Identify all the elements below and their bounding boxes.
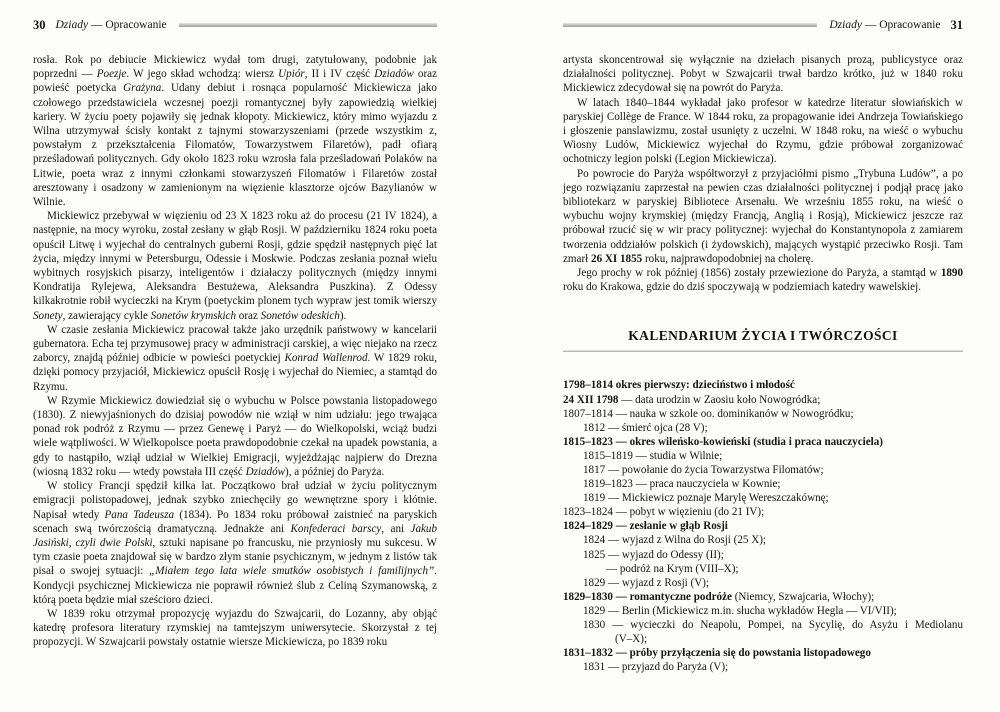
bold-text: 1815–1823 — okres wileńsko-kowieński (studia i praca nauczyciela) [563, 435, 883, 448]
text: , zawierający cykle [62, 309, 151, 322]
body-text-left [33, 53, 437, 650]
bold-text: 1829–1830 — romantyczne podróże [563, 590, 732, 603]
paragraph [33, 209, 437, 323]
bold-text: 26 XI 1855 [591, 252, 643, 265]
calendar-entry [563, 604, 963, 618]
text: roku do Krakowa, gdzie do dziś spoczywają w podziemiach katedry wawelskiej. [563, 281, 921, 294]
calendar-entry [563, 407, 963, 421]
running-title-suffix: — Opracowanie [88, 19, 167, 31]
text: 1825 — wyjazd do Odessy (II); [583, 548, 724, 561]
italic-text: „Miałem tego lata wiele smutków osobistych i familijnych” [149, 565, 435, 578]
running-title-suffix: — Opracowanie [861, 19, 941, 31]
calendar-entry [563, 421, 963, 435]
calendar-entry [563, 449, 963, 463]
text: W latach 1840–1844 wykładał jako profesor w katedrze literatur słowiańskich w paryskiej Collège de France. W 1844 roku, za propagowanie idei Andrzeja Towiańskiego i głoszenie panslawizmu, został usunięty z uczelni. W 1848 roku, na wieść o wybuchu Wiosny Ludów, Mickiewicz wyjechał do Rzymu, gdzie próbował zorganizować ochotniczy legion polski (Legion Mickiewicza). [563, 96, 963, 166]
text: oraz [236, 309, 261, 322]
calendar-entry [563, 576, 963, 590]
text: 1812 — śmierć ojca (28 V); [583, 421, 708, 434]
calendar-entry [563, 590, 963, 604]
text: Jego prochy w rok później (1856) zostały przewiezione do Paryża, a stamtąd w [577, 267, 941, 280]
calendar-entry [563, 618, 963, 632]
text: W 1839 roku otrzymał propozycję wyjazdu do Szwajcarii, do Lozanny, aby objąć katedrę profesora literatury rzymskiej na tamtejszym uniwersytecie. Skorzystał z tej propozycji. W Szwajcarii powstały ostatnie wiersze Mickiewicza, po 1839 roku [33, 607, 437, 649]
running-title-work: Dziady [55, 19, 89, 31]
text: 1807–1814 — nauka w szkole oo. dominikanów w Nowogródku; [563, 407, 854, 420]
section-heading-rule [563, 350, 963, 352]
text: 1819–1823 — praca nauczyciela w Kownie; [583, 478, 781, 491]
text: (1834). Po 1834 roku próbował zaistnieć na paryskich scenach swą twórczością dramatyczną. Jednakże ani [33, 508, 438, 535]
text: 1815–1819 — studia w Wilnie; [583, 449, 723, 462]
text: . W jego skład wchodzą: wiersz [126, 68, 279, 81]
body-text-right [563, 53, 963, 294]
text: 1829 — Berlin (Mickiewicz m.in. słucha wykładów Hegla — VI/VII); [583, 604, 897, 617]
calendar-entry [563, 463, 963, 477]
text: 1817 — powołanie do życia Towarzystwa Filomatów; [583, 464, 824, 477]
page-header-right [563, 18, 963, 32]
text: 1819 — Mickiewicz poznaje Marylę Wereszczakównę; [583, 492, 829, 505]
italic-text: Dziadów [374, 68, 414, 81]
calendar-entry [563, 533, 963, 547]
text: 1829 — wyjazd z Rosji (V); [583, 576, 710, 589]
italic-text: Konfederaci barscy [290, 522, 382, 535]
italic-text: Grażyna [123, 82, 162, 95]
bold-text: 24 XII 1798 [563, 393, 619, 406]
bold-text: 1798–1814 okres pierwszy: dzieciństwo i młodość [563, 379, 795, 392]
text: . Kondycji psychicznej Mickiewicza nie poprawił również ślub z Celiną Szymanowską, z którą poeta będzie miał sześcioro dzieci. [33, 565, 437, 606]
text: ). [339, 309, 347, 322]
running-title-left [56, 18, 167, 32]
text: W stolicy Francji spędził kilka lat. Początkowo brał udział w życiu politycznym emigracji polistopadowej, jednak szybko zniechęciły go wewnętrzne spory i kłótnie. Napisał wtedy [33, 480, 437, 521]
page-left [33, 18, 437, 650]
running-title-right [829, 18, 940, 32]
running-title-work: Dziady [829, 19, 862, 31]
bold-text: 1890 [940, 267, 963, 280]
italic-text: Sonety [33, 309, 63, 322]
italic-text: Jakub Jasiński, czyli dwie Polski [33, 522, 438, 549]
text: oraz powieść poetycka [33, 68, 437, 95]
calendar-entry [563, 393, 963, 407]
paragraph [33, 53, 437, 209]
text: 1830 — wycieczki do Neapolu, Pompei, na Sycylię, do Asyżu i Mediolanu [583, 619, 963, 632]
text: . Udany debiut i rosnąca popularność Mickiewicza jako czołowego przedstawiciela wczesnej poezji romantycznej były zapowiedzią wielkiej kariery. W życiu poety pojawiły się jednak kłopoty. Mickiewicz, który mimo wyjazdu z Wilna utrzymywał ścisły kontakt z tajnymi stowarzyszeniami (przede wszystkim z, powstałym z przekształcenia Filomatów, Towarzystwem Filaretów), padł ofiarą prześladowań politycznych. Gdy około 1823 roku wzrosła fala prześladowań Polaków na Litwie, poeta wraz z innymi członkami stowarzyszeń Filomatów i Filaretów został aresztowany i osadzony w zamienionym na więzienie klasztorze ojców Bazylianów w Wilnie. [33, 82, 437, 209]
section-heading: KALENDARIUM ŻYCIA I TWÓRCZOŚCI [628, 328, 898, 344]
paragraph [33, 323, 437, 394]
text: 1823–1824 — pobyt w więzieniu (do 21 IV); [563, 506, 765, 519]
paragraph [33, 394, 437, 479]
calendar-entry [563, 505, 963, 519]
header-rule-left [179, 23, 437, 27]
calendar-entry [563, 562, 963, 576]
page-number-left: 30 [33, 18, 46, 32]
italic-text: Upiór [278, 68, 305, 81]
calendar-entry [563, 378, 963, 392]
calendar-entry [563, 491, 963, 505]
bold-text: 1824–1829 — zesłanie w głąb Rosji [563, 520, 728, 533]
text: Mickiewicz przebywał w więzieniu od 23 X 1823 roku aż do procesu (21 IV 1824), a następnie, na mocy wyroku, został zesłany w głąb Rosji. W październiku 1824 roku poeta opuścił Litwę i wyjechał do centralnych guberni Rosji, gdzie spędził następnych pięć lat życia, między innymi w Petersburgu, Odessie i Moskwie. Podczas zesłania poznał wielu wybitnych rosyjskich pisarzy, inteligentów i działaczy politycznych (między innymi Kondratija Rylejewa, Aleksandra Bestużewa, Aleksandra Puszkina). Z Odessy kilkakrotnie robił wycieczki na Krym (poetyckim plonem tych wypraw jest tomik wierszy [33, 210, 437, 308]
paragraph [563, 96, 963, 167]
calendar-entry [563, 660, 963, 674]
text: artysta skoncentrował się wyłącznie na dziełach pisanych prozą, publicystyce oraz działalności politycznej. Pobyt w Szwajcarii trwał bardzo krótko, już w 1840 roku Mickiewicz zdecydował się na powrót do Paryża. [563, 54, 963, 95]
text: . W 1829 roku, dzięki pomocy przyjaciół, Mickiewicz opuścił Rosję i wyjechał do Niemiec, a stamtąd do Rzymu. [33, 352, 437, 393]
calendar-list [563, 378, 963, 674]
text: W Rzymie Mickiewicz dowiedział się o wybuchu w Polsce powstania listopadowego (1830). Z niewyjaśnionych do dzisiaj powodów nie wziął w nim udziału: jego trwająca ponad rok podróż z Rzymu — przez Genewę i Paryż — do Wielkopolski, wciąż budzi wiele wątpliwości. W Wielkopolsce poeta prawdopodobnie czekał na upadek powstania, a gdy to nastąpiło, wziął udział w Wielkiej Emigracji, wyjeżdżając najpierw do Drezna (wiosną 1832 roku — wtedy powstała III część [33, 394, 437, 478]
calendar-entry [563, 548, 963, 562]
text: rosła. Rok po debiucie Mickiewicz wydał tom drugi, zatytułowany, podobnie jak poprzedni — [33, 54, 437, 81]
italic-text: Dziadów [245, 465, 286, 478]
header-rule-right [563, 23, 817, 27]
italic-text: Sonetów krymskich [150, 309, 237, 322]
paragraph [563, 167, 963, 266]
section-heading-block [563, 328, 963, 352]
text: , ani [381, 522, 411, 535]
text: (V–X); [615, 633, 648, 646]
page-number-right: 31 [950, 18, 963, 32]
text: 1824 — wyjazd z Wilna do Rosji (25 X); [583, 534, 766, 547]
page-header-left [33, 18, 437, 32]
text: — data urodzin w Zaosiu koło Nowogródka; [618, 393, 821, 406]
text: , sztuki napisane po francusku, nie przyniosły mu sukcesu. W tym czasie poeta znajdował się w bardzo złym stanie psychicznym, w jednym z listów tak pisał o swojej sytuacji: [33, 536, 437, 578]
calendar-entry [563, 632, 963, 646]
calendar-entry [563, 477, 963, 491]
text: , II i IV część [304, 68, 375, 81]
text: roku, najprawdopodobniej na cholerę. [642, 252, 814, 265]
text: (Niemcy, Szwajcaria, Włochy); [731, 590, 875, 603]
text: 1831 — przyjazd do Paryża (V); [583, 661, 729, 674]
bold-text: 1831–1832 — próby przyłączenia się do powstania listopadowego [563, 647, 871, 660]
paragraph [33, 479, 437, 607]
text: W czasie zesłania Mickiewicz pracował także jako urzędnik państwowy w kancelarii gubernatora. Echa tej przymusowej pracy w administracji carskiej, a więc niejako na rzecz zaborcy, znajdą później odbicie w powieści poetyckiej [33, 323, 437, 365]
calendar-entry [563, 646, 963, 660]
paragraph [33, 607, 437, 650]
italic-text: Sonetów odeskich [260, 309, 340, 322]
paragraph [563, 266, 963, 294]
calendar-entry [563, 519, 963, 533]
paragraph [563, 53, 963, 96]
italic-text: Pana Tadeusza [104, 508, 175, 521]
calendar-entry [563, 435, 963, 449]
italic-text: Konrad Wallenrod [284, 352, 368, 365]
text: — podróż na Krym (VIII–X); [606, 562, 739, 575]
page-right [563, 18, 963, 674]
italic-text: Poezje [96, 68, 127, 81]
text: ), a później do Paryża. [285, 465, 385, 478]
text: Po powrocie do Paryża współtworzył z przyjaciółmi pismo „Trybuna Ludów”, a po jego rozwiązaniu zaprzestał na pewien czas działalności politycznej i podjął pracę jako bibliotekarz w paryskiej Bibliotece Arsenału. We wrześniu 1855 roku, na wieść o wybuchu wojny krymskiej (między Francją, Anglią i Rosją), Mickiewicz jeszcze raz próbował rzucić się w wir pracy politycznej: wyjechał do Konstantynopola z zamiarem tworzenia oddziałów polskich (i żydowskich), mających wystąpić przeciwko Rosji. Tam zmarł [563, 167, 963, 265]
